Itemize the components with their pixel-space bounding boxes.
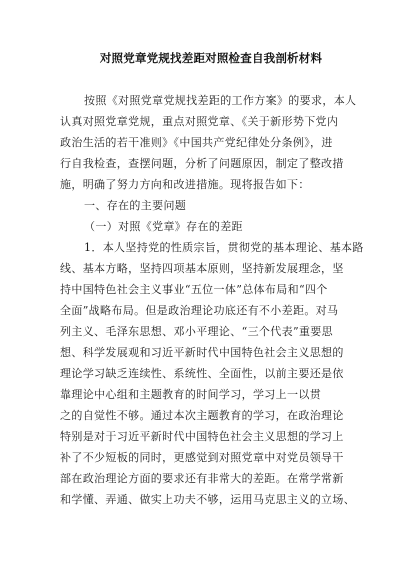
paragraph-line: 之的自觉性不够。通过本次主题教育的学习，在政治理论 [60,409,344,422]
paragraph-line: 施，明确了努力方向和改进措施。现将报告如下： [60,178,310,191]
paragraph-line: 线、基本方略，坚持四项基本原则，坚持新发展理念，坚 [60,262,344,275]
paragraph-line: 和学懂、弄通、做实上功夫不够，运用马克思主义的立场、 [60,493,356,506]
section-heading: 一、存在的主要问题 [84,199,187,212]
paragraph-line: 理论学习缺乏连续性、系统性、全面性，以前主要还是依 [60,367,344,380]
paragraph-line: 政治生活的若干准则》《中国共产党纪律处分条例》，进 [60,136,333,149]
paragraph-line: 1．本人坚持党的性质宗旨，贯彻党的基本理论、基本路 [84,241,364,254]
subsection-heading: （一）对照《党章》存在的差距 [84,220,243,233]
paragraph-line: 补了不少短板的同时，更感觉到对照党章中对党员领导干 [60,451,344,464]
paragraph-line: 行自我检查，查摆问题，分析了问题原因，制定了整改措 [60,157,344,170]
paragraph-line: 想、科学发展观和习近平新时代中国特色社会主义思想的 [60,346,344,359]
paragraph-line: 部在政治理论方面的要求还有非常大的差距。在常学常新 [60,472,344,485]
paragraph-line: 靠理论中心组和主题教育的时间学习，学习上一以贯 [60,388,322,401]
paragraph-line: 认真对照党章党规，重点对照党章、《关于新形势下党内 [60,115,339,128]
paragraph-line: 按照《对照党章党规找差距的工作方案》的要求，本人 [84,94,357,107]
paragraph-line: 特别是对于习近平新时代中国特色社会主义思想的学习上 [60,430,344,443]
paragraph-line: 全面”战略布局。但是政治理论功底还有不小差距。对马 [60,304,339,317]
document-title: 对照党章党规找差距对照检查自我剖析材料 [99,51,323,65]
paragraph-line: 列主义、毛泽东思想、邓小平理论、“三个代表”重要思 [60,325,333,338]
paragraph-line: 持中国特色社会主义事业“五位一体”总体布局和“四个 [60,283,328,296]
